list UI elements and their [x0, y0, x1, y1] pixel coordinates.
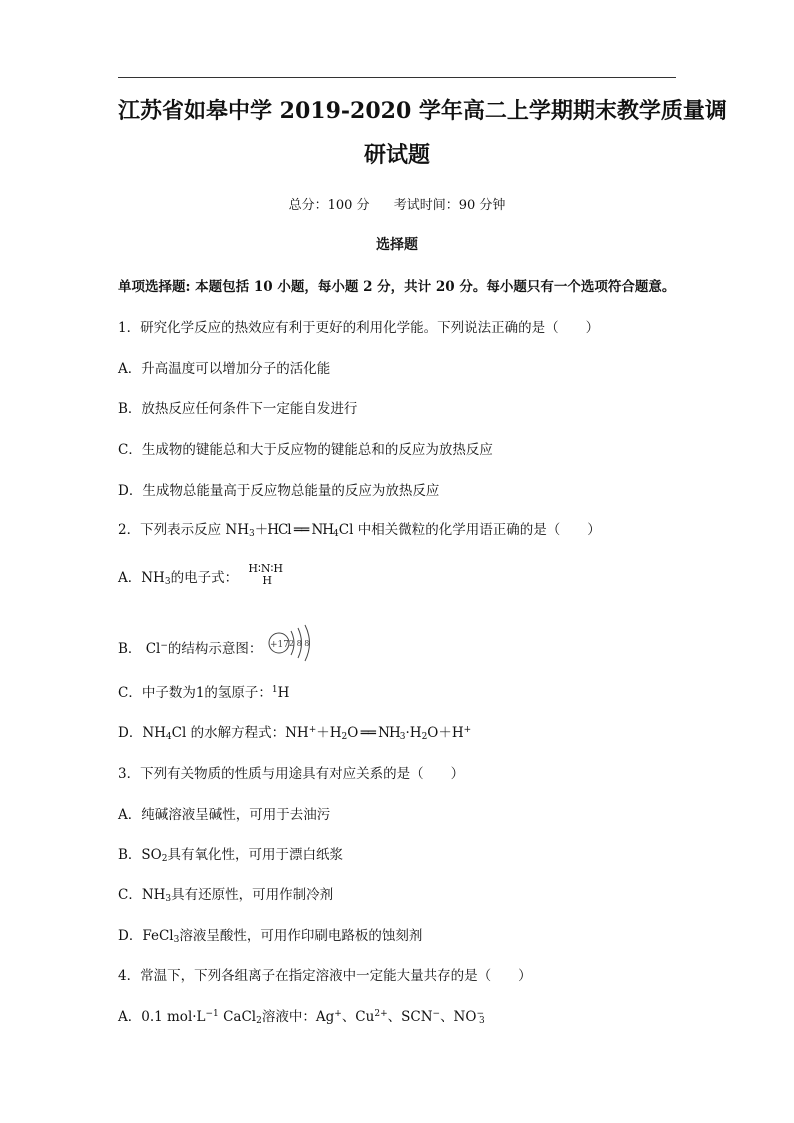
electron-formula: H∶N∶H H: [248, 562, 283, 587]
q2-option-d: D．$NH_4Cl$ 的水解方程式：$NH^++H_2O$ ══ $NH_3\cdot H_2O+H^+$: [118, 725, 472, 742]
q1-option-b: B．放热反应任何条件下一定能自发进行: [118, 401, 358, 417]
q1-stem: 1．研究化学反应的热效应有利于更好的利用化学能。下列说法正确的是（ ）: [118, 320, 600, 336]
exam-info: [118, 194, 676, 213]
q1-option-c: C．生成物的键能总和大于反应物的键能总和的反应为放热反应: [118, 442, 493, 458]
total-score: 总分：100 分: [288, 198, 370, 213]
q2-option-a: A．$NH_3$的电子式： H∶N∶H H: [118, 566, 288, 592]
q1-option-d: D．生成物总能量高于反应物总能量的反应为放热反应: [118, 483, 440, 499]
q3-option-a: A．纯碱溶液呈碱性，可用于去油污: [118, 807, 331, 823]
q1-option-a: A．升高温度可以增加分子的活化能: [118, 361, 331, 377]
svg-text:2 8 8: 2 8 8: [288, 639, 310, 648]
svg-text:+17: +17: [269, 640, 289, 650]
header-rule: [118, 77, 676, 78]
exam-time: 考试时间：90 分钟: [393, 198, 506, 213]
q3-option-b: B．$SO_2$具有氧化性，可用于漂白纸浆: [118, 847, 343, 864]
q3-option-c: C．$NH_3$具有还原性，可用作制冷剂: [118, 887, 334, 904]
q2-stem: 2．下列表示反应 $NH_3+HCl$ ══ $NH_4Cl$ 中相关微粒的化学用语正确的是（ ）: [118, 522, 601, 539]
section-title: 选择题: [376, 237, 418, 253]
q2-option-c: C．中子数为1的氢原子：$^1$H: [118, 685, 290, 701]
q4-stem: 4．常温下，下列各组离子在指定溶液中一定能大量共存的是（ ）: [118, 968, 532, 984]
page-title: 江苏省如皋中学 2019-2020 学年高二上学期期末教学质量调: [118, 98, 727, 124]
q3-stem: 3．下列有关物质的性质与用途具有对应关系的是（ ）: [118, 766, 465, 782]
q3-option-d: D．FeCl$_3$溶液呈酸性，可用作印刷电路板的蚀刻剂: [118, 928, 423, 945]
atom-structure-diagram: [267, 627, 323, 665]
q2-option-b: B． Cl−的结构示意图： +17 2 8 8: [118, 627, 323, 665]
section-instruction: 单项选择题: 本题包括 10 小题，每小题 2 分，共计 20 分。每小题只有一个选项符合题意。: [118, 279, 676, 295]
page-title-continued: 研试题: [363, 142, 430, 168]
q4-option-a: A．0.1 $mol\cdot L^{-1}$ CaCl$_2$溶液中：Ag+、$Cu^{2+}$、SCN−、$NO^-_3$: [118, 1009, 485, 1026]
